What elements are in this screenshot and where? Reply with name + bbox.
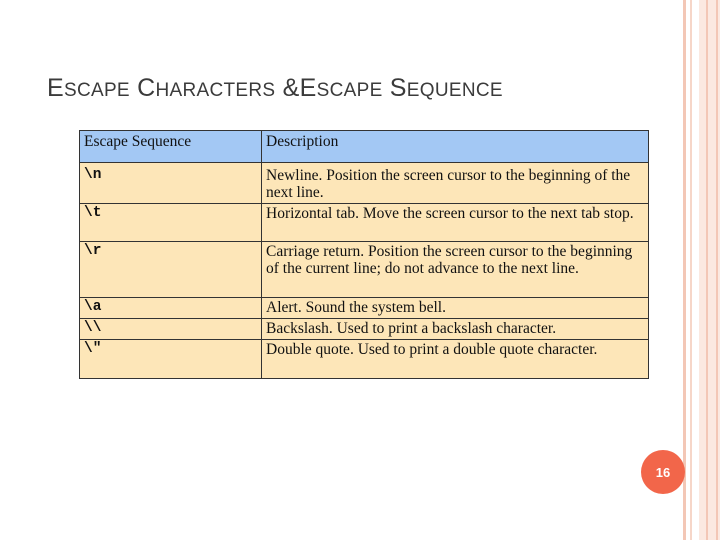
description-cell: Alert. Sound the system bell. xyxy=(262,298,649,319)
escape-sequence-cell: \t xyxy=(80,204,262,242)
escape-sequence-cell: \" xyxy=(80,340,262,379)
decorative-border-stripe xyxy=(706,0,708,540)
table-header-row xyxy=(80,131,649,163)
escape-sequence-cell: \\ xyxy=(80,319,262,340)
table-row xyxy=(80,298,649,319)
column-header-description: Description xyxy=(262,131,649,163)
table-row xyxy=(80,163,649,204)
description-cell: Horizontal tab. Move the screen cursor to the next tab stop. xyxy=(262,204,649,242)
description-cell: Newline. Position the screen cursor to the beginning of the next line. xyxy=(262,163,649,204)
column-header-escape-sequence: Escape Sequence xyxy=(80,131,262,163)
decorative-border-stripe xyxy=(716,0,718,540)
description-cell: Carriage return. Position the screen cursor to the beginning of the current line; do not advance to the next line. xyxy=(262,242,649,298)
escape-sequence-cell: \a xyxy=(80,298,262,319)
table-row xyxy=(80,204,649,242)
decorative-border-stripe xyxy=(683,0,686,540)
page-number-badge: 16 xyxy=(641,450,685,494)
escape-sequence-table xyxy=(79,130,649,379)
escape-sequence-cell: \n xyxy=(80,163,262,204)
table-row xyxy=(80,340,649,379)
decorative-border-stripe xyxy=(690,0,692,540)
table-row xyxy=(80,319,649,340)
description-cell: Backslash. Used to print a backslash character. xyxy=(262,319,649,340)
description-cell: Double quote. Used to print a double quote character. xyxy=(262,340,649,379)
escape-sequence-cell: \r xyxy=(80,242,262,298)
slide-title: ESCAPE CHARACTERS &ESCAPE SEQUENCE xyxy=(47,74,503,102)
table-row xyxy=(80,242,649,298)
